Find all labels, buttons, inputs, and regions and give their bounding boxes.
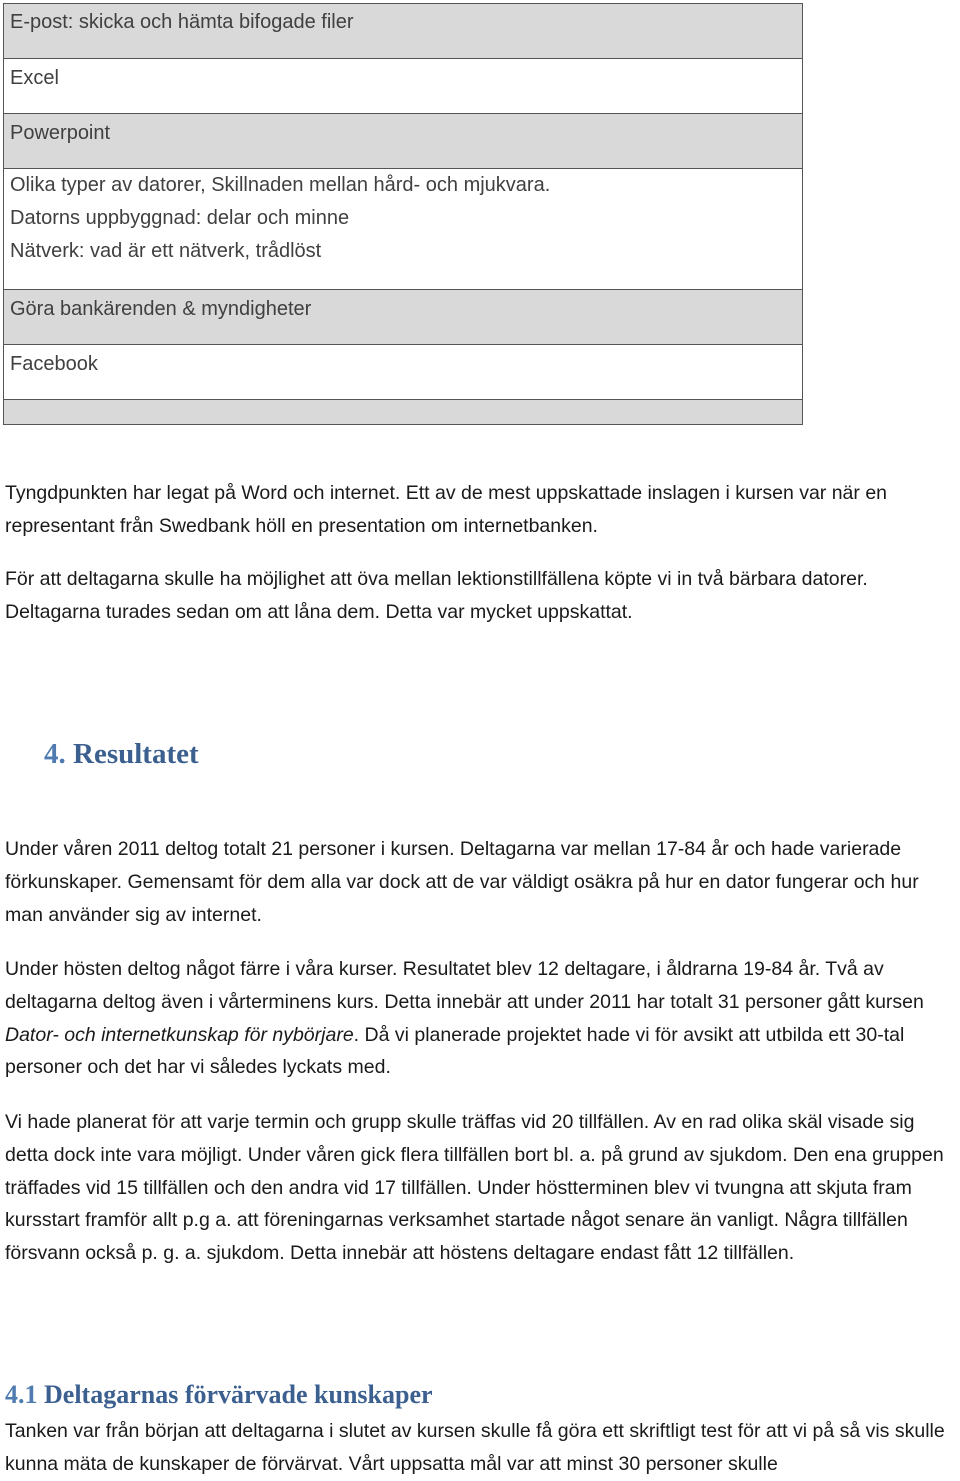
table-row	[4, 400, 802, 425]
heading-number: 4.1	[5, 1380, 38, 1409]
table-row	[4, 4, 802, 59]
topic-text: Olika typer av datorer, Skillnaden mellan hård- och mjukvara.	[10, 174, 551, 196]
topics-table	[3, 3, 803, 425]
topic-text: Göra bankärenden & myndigheter	[10, 298, 312, 320]
topic-text: Facebook	[10, 353, 98, 375]
heading-number: 4.	[44, 738, 66, 770]
paragraph-text: Under hösten deltog något färre i våra kurser. Resultatet blev 12 deltagare, i åldrarna 19-84 år. Två av deltagarna deltog även i vårterminens kurs. Detta innebär att under 2011 har totalt 31 personer gått kursen	[5, 958, 924, 1013]
table-row	[4, 169, 802, 290]
paragraph-sessions: Vi hade planerat för att varje termin och grupp skulle träffas vid 20 tillfällen. Av en rad olika skäl visade sig detta dock inte vara möjligt. Under våren gick flera tillfällen bort bl. a. på grund av sjukdom. Den ena gruppen träffades vid 15 tillfällen och den andra vid 17 tillfällen. Under höstterminen blev vi tvungna att skjuta fram kursstart framför allt p.g a. att föreningarnas verksamhet startade något senare än vanligt. Några tillfällen försvann också p. g. a. sjukdom. Detta innebär att höstens deltagare endast fått 12 tillfällen.	[5, 1111, 944, 1265]
section-heading-skills	[5, 1380, 433, 1410]
heading-title: Deltagarnas förvärvade kunskaper	[44, 1380, 433, 1409]
topic-text: Excel	[10, 67, 59, 89]
topic-text: Powerpoint	[10, 122, 111, 144]
heading-title: Resultatet	[73, 738, 199, 770]
paragraph-laptops: För att deltagarna skulle ha möjlighet att öva mellan lektionstillfällena köpte vi in två bärbara datorer. Deltagarna turades sedan om att låna dem. Detta var mycket uppskattat.	[5, 568, 868, 623]
table-row	[4, 290, 802, 345]
paragraph-test: Tanken var från början att deltagarna i slutet av kursen skulle få göra ett skriftligt test för att vi på så vis skulle kunna mäta de kunskaper de förvärvat. Vårt uppsatta mål var att minst 30 personer skulle	[5, 1420, 945, 1475]
course-title: Dator- och internetkunskap för nybörjare	[5, 1023, 354, 1046]
paragraph-spring: Under våren 2011 deltog totalt 21 personer i kursen. Deltagarna var mellan 17-84 år och hade varierade förkunskaper. Gemensamt för dem alla var dock att de var väldigt osäkra på hur en dator fungerar och hur man använder sig av internet.	[5, 838, 919, 926]
topic-text: Nätverk: vad är ett nätverk, trådlöst	[10, 240, 322, 262]
paragraph-autumn	[5, 953, 960, 1084]
table-row	[4, 59, 802, 114]
paragraph-text: . Då vi planerade projektet hade vi för avsikt att utbilda ett 30-tal personer och det har vi således lyckats med.	[5, 1023, 905, 1079]
table-row	[4, 114, 802, 169]
section-heading-results	[44, 738, 199, 771]
topic-text: E-post: skicka och hämta bifogade filer	[10, 11, 354, 33]
topic-text: Datorns uppbyggnad: delar och minne	[10, 207, 350, 229]
table-row	[4, 345, 802, 400]
paragraph-focus: Tyngdpunkten har legat på Word och internet. Ett av de mest uppskattade inslagen i kursen var när en representant från Swedbank höll en presentation om internetbanken.	[5, 482, 888, 537]
